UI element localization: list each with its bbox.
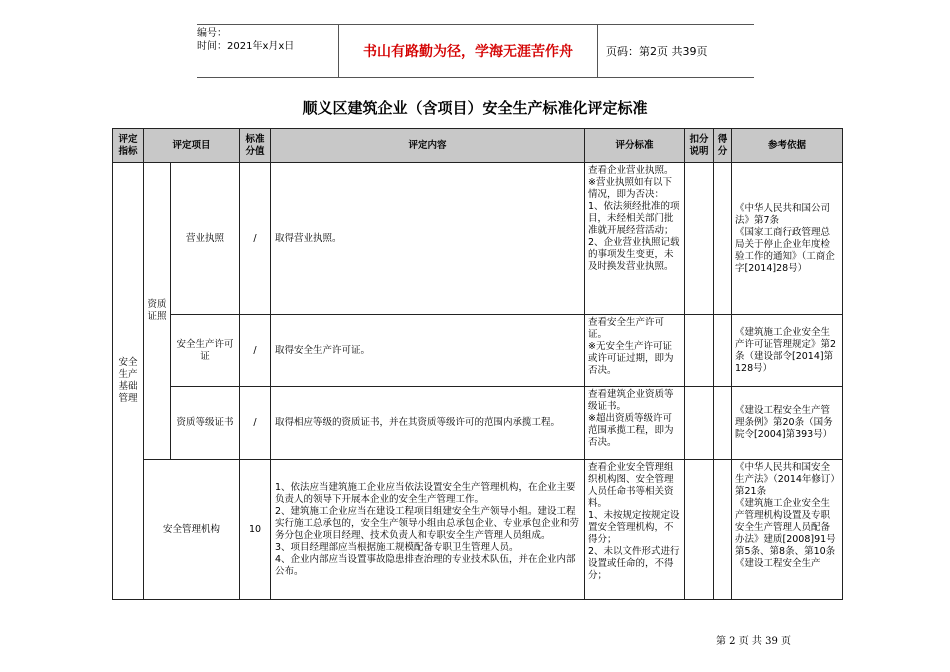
deduction-cell xyxy=(685,460,714,600)
score-cell: / xyxy=(240,315,271,387)
header-deduction: 扣分说明 xyxy=(685,129,714,163)
header-score: 标准分值 xyxy=(240,129,271,163)
criteria-cell: 查看企业营业执照。 ※营业执照如有以下情况，即为否决： 1、依法须经批准的项目，未经相关部门批准就开展经营活动； 2、企业营业执照记载的事项发生变更，未及时换发营业执照。 xyxy=(585,163,685,315)
page-footer: 第 2 页 共 39 页 xyxy=(716,636,791,647)
basis-cell: 《建筑施工企业安全生产许可证管理规定》第2条（建设部令[2014]第128号） xyxy=(732,315,843,387)
table-row xyxy=(113,315,843,387)
deduction-cell xyxy=(685,315,714,387)
page-header xyxy=(197,24,754,78)
item-cell: 资质等级证书 xyxy=(171,387,240,460)
points-cell xyxy=(714,315,732,387)
header-content: 评定内容 xyxy=(271,129,585,163)
header-meta xyxy=(197,25,338,77)
table-row xyxy=(113,387,843,460)
table-row xyxy=(113,163,843,315)
item-cell: 营业执照 xyxy=(171,163,240,315)
table-row xyxy=(113,460,843,600)
item-cell: 安全生产许可证 xyxy=(171,315,240,387)
item-cell: 安全管理机构 xyxy=(144,460,240,600)
header-criteria: 评分标准 xyxy=(585,129,685,163)
criteria-cell: 查看建筑企业资质等级证书。 ※超出资质等级许可范围承揽工程，即为否决。 xyxy=(585,387,685,460)
document-number-label: 编号： xyxy=(197,28,227,39)
basis-cell: 《建设工程安全生产管理条例》第20条（国务院令[2004]第393号） xyxy=(732,387,843,460)
score-cell: / xyxy=(240,387,271,460)
score-cell: 10 xyxy=(240,460,271,600)
document-time-label: 时间：2021年x月x日 xyxy=(197,41,295,52)
document-title: 顺义区建筑企业（含项目）安全生产标准化评定标准 xyxy=(302,99,648,117)
group-cell: 资质证照 xyxy=(144,163,171,460)
deduction-cell xyxy=(685,387,714,460)
header-page-label: 页码：第2页 共39页 xyxy=(606,45,708,58)
basis-cell: 《中华人民共和国安全生产法》（2014年修订）第21条 《建筑施工企业安全生产管理机构设置及专职安全生产管理人员配备办法》建质[2008]91号第5条、第8条、第10条 《建设工程安全生产 xyxy=(732,460,843,600)
content-cell: 取得相应等级的资质证书，并在其资质等级许可的范围内承揽工程。 xyxy=(271,387,585,460)
evaluation-table xyxy=(112,128,843,600)
basis-cell: 《中华人民共和国公司法》第7条 《国家工商行政管理总局关于停止企业年度检验工作的通知》（工商企字[2014]28号） xyxy=(732,163,843,315)
table-header-row xyxy=(113,129,843,163)
header-points: 得分 xyxy=(714,129,732,163)
content-cell: 取得安全生产许可证。 xyxy=(271,315,585,387)
content-cell: 取得营业执照。 xyxy=(271,163,585,315)
header-indicator: 评定指标 xyxy=(113,129,144,163)
indicator-cell: 安全生产基础管理 xyxy=(113,163,144,600)
deduction-cell xyxy=(685,163,714,315)
header-basis: 参考依据 xyxy=(732,129,843,163)
header-slogan: 书山有路勤为径，学海无涯苦作舟 xyxy=(338,25,598,77)
content-cell: 1、依法应当建筑施工企业应当依法设置安全生产管理机构，在企业主要负责人的领导下开展本企业的安全生产管理工作。 2、建筑施工企业应当在建设工程项目组建安全生产领导小组。建设工程实行施工总承包的，安全生产领导小组由总承包企业、专业承包企业和劳务分包企业项目经理、技术负责人和专职安全生产管理人员组成。 3、项目经理部应当根据施工规模配备专职卫生管理人员。 4、企业内部应当设置事故隐患排查治理的专业技术队伍，并在企业内部公布。 xyxy=(271,460,585,600)
score-cell: / xyxy=(240,163,271,315)
criteria-cell: 查看企业安全管理组织机构图、安全管理人员任命书等相关资料。 1、未按规定按规定设置安全管理机构，不得分； 2、未以文件形式进行设置或任命的，不得分； xyxy=(585,460,685,600)
points-cell xyxy=(714,387,732,460)
header-item: 评定项目 xyxy=(144,129,240,163)
points-cell xyxy=(714,163,732,315)
points-cell xyxy=(714,460,732,600)
criteria-cell: 查看安全生产许可证。 ※无安全生产许可证或许可证过期，即为否决。 xyxy=(585,315,685,387)
